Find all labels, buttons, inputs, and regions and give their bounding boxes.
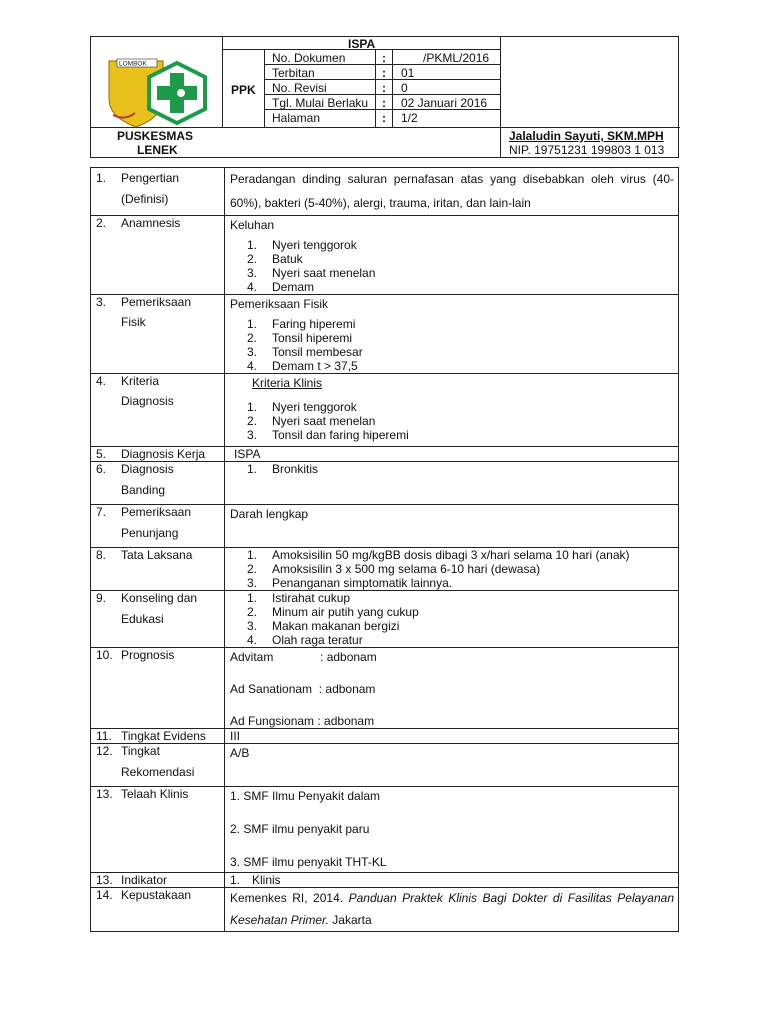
list-item: 3. Nyeri saat menelan xyxy=(247,266,376,280)
row-label: Tata Laksana xyxy=(121,548,193,562)
table-row xyxy=(91,888,679,932)
document-header xyxy=(90,36,679,158)
section-heading: Pemeriksaan Fisik xyxy=(230,297,329,311)
ppk-content-table xyxy=(90,167,679,932)
row-label-2: Diagnosis xyxy=(121,394,174,408)
definition-text: Peradangan dinding saluran pernafasan atas yang disebabkan oleh virus (40-60%), bakteri (5-40%), alergi, trauma, iritan, dan lain-lain xyxy=(230,172,674,210)
row-label-2: Rekomendasi xyxy=(121,765,195,779)
exam-list xyxy=(225,317,678,373)
row-label: Pengertian xyxy=(121,171,180,185)
criteria-list xyxy=(225,400,678,442)
row-label-2: (Definisi) xyxy=(121,192,169,206)
table-row xyxy=(91,374,679,447)
row-label: Anamnesis xyxy=(121,216,181,230)
table-row xyxy=(91,505,679,548)
row-label: Tingkat Evidens xyxy=(121,729,206,743)
row-label: Prognosis xyxy=(121,648,175,662)
row-number: 4. xyxy=(96,374,107,388)
table-row xyxy=(91,744,679,787)
page-value: 1/2 xyxy=(401,111,418,125)
row-number: 13. xyxy=(96,873,113,887)
doc-number-sep: : xyxy=(382,51,386,65)
review-item-2: 2. SMF ilmu penyakit paru xyxy=(230,822,370,836)
row-number: 11. xyxy=(96,729,112,743)
list-item: 4. Demam t > 37,5 xyxy=(247,359,358,373)
row-label: Tingkat xyxy=(121,744,160,758)
row-number: 8. xyxy=(96,548,107,562)
row-label: Diagnosis xyxy=(121,462,174,476)
table-row xyxy=(91,729,679,744)
row-number: 10. xyxy=(96,648,113,662)
row-number: 9. xyxy=(96,591,107,605)
list-item: 1. Amoksisilin 50 mg/kgBB dosis dibagi 3 x/hari selama 10 hari (anak) xyxy=(247,548,630,562)
start-date-label: Tgl. Mulai Berlaku xyxy=(272,96,369,110)
list-item: 2. Minum air putih yang cukup xyxy=(247,605,419,619)
list-item: 3. Tonsil membesar xyxy=(247,345,363,359)
prognosis-vitam: Advitam : adbonam xyxy=(230,650,377,664)
row-number: 13. xyxy=(96,787,113,801)
section-heading: Keluhan xyxy=(230,218,275,232)
puskesmas-name-line1: PUSKESMAS xyxy=(117,129,194,143)
prognosis-fungsionam: Ad Fungsionam : adbonam xyxy=(230,714,375,728)
row-label: Kepustakaan xyxy=(121,888,192,902)
logo-text: LOMBOK xyxy=(119,60,147,68)
logo-graphic xyxy=(105,55,215,131)
table-row xyxy=(91,787,679,873)
row-label: Telaah Klinis xyxy=(121,787,189,801)
review-item-1: 1. SMF Ilmu Penyakit dalam xyxy=(230,789,381,803)
recommendation-value: A/B xyxy=(230,746,250,760)
revision-sep: : xyxy=(382,81,386,95)
page-sep: : xyxy=(382,111,386,125)
row-number: 5. xyxy=(96,447,107,461)
row-label: Konseling dan xyxy=(121,591,198,605)
table-row xyxy=(91,548,679,591)
document-title: ISPA xyxy=(348,37,376,51)
treatment-list xyxy=(225,548,678,590)
doc-number-label: No. Dokumen xyxy=(272,51,346,65)
row-label: Diagnosis Kerja xyxy=(121,447,206,461)
list-item: 2. Amoksisilin 3 x 500 mg selama 6-10 hari (dewasa) xyxy=(247,562,541,576)
review-item-3: 3. SMF ilmu penyakit THT-KL xyxy=(230,855,387,869)
row-label: Pemeriksaan xyxy=(121,295,192,309)
start-date-sep: : xyxy=(382,96,386,110)
signer-nip: NIP. 19751231 199803 1 013 xyxy=(509,143,665,157)
row-label: Kriteria xyxy=(121,374,160,388)
edition-value: 01 xyxy=(401,66,415,80)
diagnosis-value: ISPA xyxy=(234,447,261,461)
table-row xyxy=(91,648,679,729)
table-row xyxy=(91,295,679,374)
row-label-2: Fisik xyxy=(121,315,146,329)
list-item: 3. Makan makanan bergizi xyxy=(247,619,400,633)
symptom-list xyxy=(225,238,678,294)
revision-value: 0 xyxy=(401,81,408,95)
list-item: 4. Olah raga teratur xyxy=(247,633,363,647)
revision-label: No. Revisi xyxy=(272,81,327,95)
row-number: 2. xyxy=(96,216,107,230)
edition-label: Terbitan xyxy=(272,66,315,80)
list-item: 2. Batuk xyxy=(247,252,303,266)
row-number: 3. xyxy=(96,295,107,309)
edition-sep: : xyxy=(382,66,386,80)
row-number: 14. xyxy=(96,888,113,902)
reference-title: Panduan Praktek Klinis Bagi Dokter di Fasilitas Pelayanan Kesehatan Primer. xyxy=(230,891,674,927)
list-item: 4. Demam xyxy=(247,280,315,294)
list-item: 2. Tonsil hiperemi xyxy=(247,331,353,345)
prognosis-sanationam: Ad Sanationam : adbonam xyxy=(230,682,376,696)
section-heading: Kriteria Klinis xyxy=(252,376,323,390)
row-label-2: Penunjang xyxy=(121,526,179,540)
list-item: 1. Bronkitis xyxy=(247,462,319,476)
table-row xyxy=(91,462,679,505)
row-label: Indikator xyxy=(121,873,168,887)
row-number: 1. xyxy=(96,171,107,185)
list-item: 1. Istirahat cukup xyxy=(247,591,351,605)
row-label-2: Banding xyxy=(121,483,166,497)
support-exam-value: Darah lengkap xyxy=(230,507,309,521)
puskesmas-logo xyxy=(105,55,215,131)
row-number: 7. xyxy=(96,505,107,519)
ppk-label: PPK xyxy=(231,83,256,97)
row-number: 6. xyxy=(96,462,107,476)
list-item: 3. Tonsil dan faring hiperemi xyxy=(247,428,409,442)
list-item: 3. Penanganan simptomatik lainnya. xyxy=(247,576,453,590)
counseling-list xyxy=(225,591,678,647)
start-date-value: 02 Januari 2016 xyxy=(401,96,488,110)
puskesmas-name-line2: LENEK xyxy=(137,143,178,157)
list-item: 1. Nyeri tenggorok xyxy=(247,238,357,252)
differential-list xyxy=(225,462,678,476)
table-row xyxy=(91,216,679,295)
list-item: 1. Faring hiperemi xyxy=(247,317,356,331)
table-row xyxy=(91,591,679,648)
list-item: 1. Nyeri tenggorok xyxy=(247,400,357,414)
doc-number-value: /PKML/2016 xyxy=(423,51,490,65)
indicator-item: 1. Klinis xyxy=(230,873,281,887)
table-row xyxy=(91,447,679,462)
row-label: Pemeriksaan xyxy=(121,505,192,519)
row-label-2: Edukasi xyxy=(121,612,164,626)
evidence-level-value: III xyxy=(230,729,241,743)
reference-text: Kemenkes RI, 2014. Panduan Praktek Klinis Bagi Dokter di Fasilitas Pelayanan Kesehatan Primer. Jakarta xyxy=(230,891,674,927)
row-number: 12. xyxy=(96,744,113,758)
page-label: Halaman xyxy=(272,111,321,125)
signer-name: Jalaludin Sayuti, SKM.MPH xyxy=(509,129,664,143)
table-row xyxy=(91,168,679,216)
list-item: 2. Nyeri saat menelan xyxy=(247,414,376,428)
